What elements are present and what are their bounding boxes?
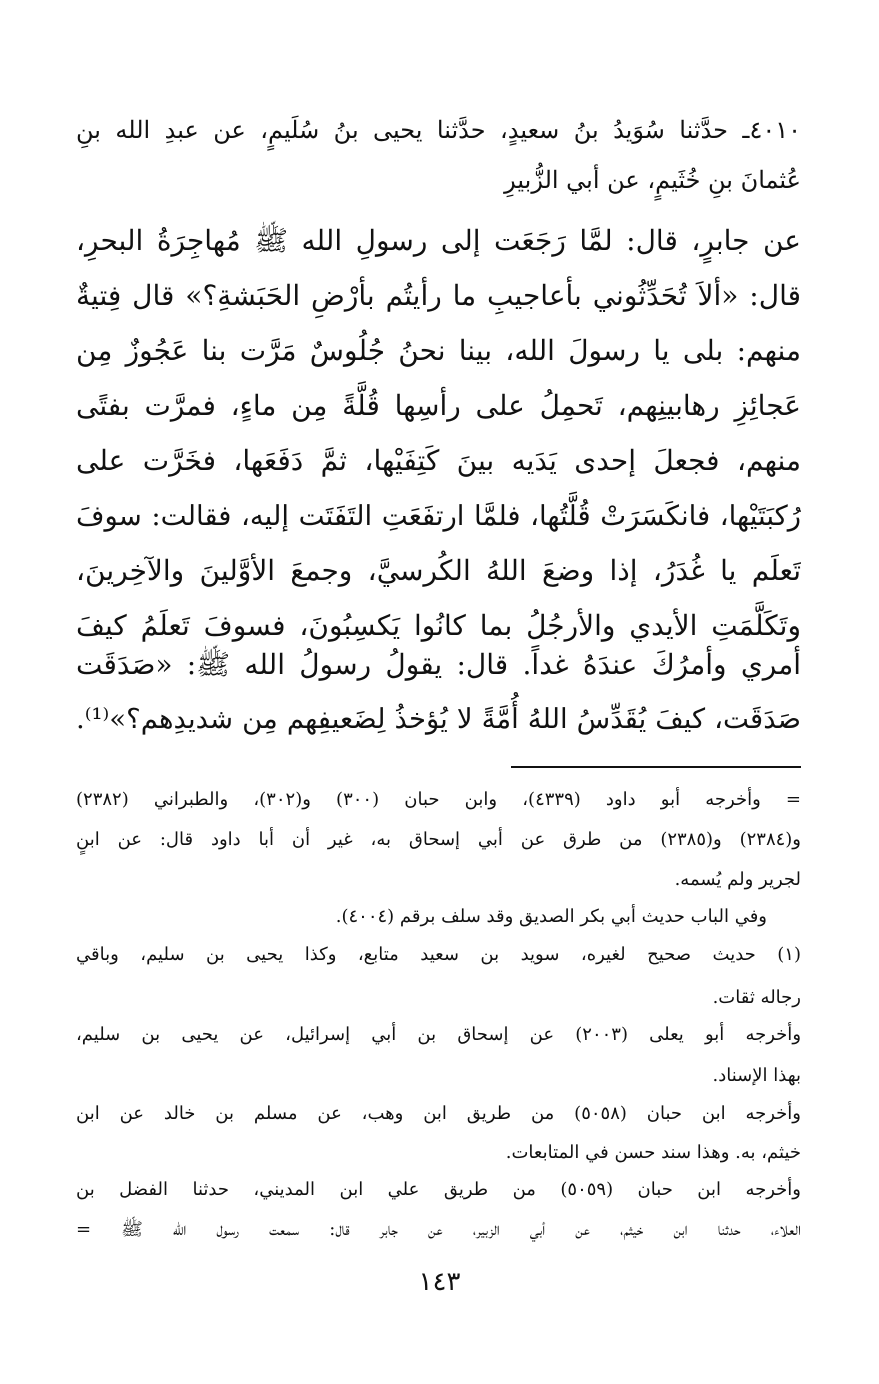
isnad-line: عُثمانَ بنِ خُثَيمٍ، عن أبي الزُّبيرِ <box>504 166 801 194</box>
footnote-line: وفي الباب حديث أبي بكر الصديق وقد سلف برقم (٤٠٠٤). <box>335 906 767 927</box>
matn-line: تَعلَم يا غُدَرُ، إذا وضعَ اللهُ الكُرسيَّ، وجمعَ الأوَّلينَ والآخِرينَ، <box>76 554 801 587</box>
footnote-line: خيثم، به. وهذا سند حسن في المتابعات. <box>505 1142 801 1163</box>
footnote-line: (١) حديث صحيح لغيره، سويد بن سعيد متابع، وكذا يحيى بن سليم، وباقي <box>76 944 801 965</box>
footnote-line: = وأخرجه أبو داود (٤٣٣٩)، وابن حبان (٣٠٠) و(٣٠٢)، والطبراني (٢٣٨٢) <box>76 789 801 810</box>
matn-line: قال: «ألاَ تُحَدِّثُوني بأعاجيبِ ما رأيتُم بأرْضِ الحَبَشةِ؟» قال فِتيةٌ <box>76 279 801 312</box>
matn-line: رُكبَتَيْها، فانكَسَرَتْ قُلَّتُها، فلمَّا ارتفَعَتِ التَفَتَت إليه، فقالت: سوفَ <box>76 500 801 532</box>
matn-line: عن جابرٍ، قال: لمَّا رَجَعَت إلى رسولِ الله ﷺ مُهاجِرَةُ البحرِ، <box>76 224 801 257</box>
matn-line: منهم، فجعلَ إحدى يَدَيه بينَ كَتِفَيْها، ثمَّ دَفَعَها، فخَرَّت على <box>76 444 801 477</box>
footnote-line: بهذا الإسناد. <box>712 1065 801 1086</box>
footnote-line: وأخرجه أبو يعلى (٢٠٠٣) عن إسحاق بن أبي إسرائيل، عن يحيى بن سليم، <box>76 1024 801 1045</box>
matn-line: أمري وأمرُكَ عندَهُ غداً. قال: يقولُ رسولُ الله ﷺ: «صَدَقَت <box>76 648 801 681</box>
footnote-divider <box>511 766 801 768</box>
matn-line: عَجائِزِ رهابينِهم، تَحمِلُ على رأسِها قُلَّةً مِن ماءٍ، فمرَّت بفتًى <box>76 389 801 422</box>
matn-line: منهم: بلى يا رسولَ الله، بينا نحنُ جُلُوسٌ مَرَّت بنا عَجُوزٌ مِن <box>76 334 801 367</box>
footnote-line: وأخرجه ابن حبان (٥٠٥٨) من طريق ابن وهب، عن مسلم بن خالد عن ابن <box>76 1103 801 1124</box>
page-number: ١٤٣ <box>418 1267 461 1297</box>
footnote-line: رجاله ثقات. <box>712 987 801 1008</box>
matn-line: وتَكَلَّمَتِ الأيدي والأرجُلُ بما كانُوا يَكسِبُونَ، فسوفَ تَعلَمُ كيفَ <box>76 609 801 642</box>
isnad-line: ٤٠١٠ـ حدَّثنا سُوَيدُ بنُ سعيدٍ، حدَّثنا يحيى بنُ سُلَيمٍ، عن عبدِ الله بنِ <box>76 116 801 144</box>
footnote-line: و(٢٣٨٤) و(٢٣٨٥) من طرق عن أبي إسحاق به، غير أن أبا داود قال: عن ابنٍ <box>76 829 801 850</box>
matn-line: صَدَقَت، كيفَ يُقَدِّسُ اللهُ أُمَّةً لا يُؤخذُ لِضَعيفِهم مِن شديدِهم؟»⁽¹⁾. <box>76 703 801 735</box>
footnote-line: العلاء، حدثنا ابن خيثم، عن أبي الزبير، عن جابر قال: سمعت رسول الله ﷺ = <box>76 1219 801 1240</box>
footnote-line: وأخرجه ابن حبان (٥٠٥٩) من طريق علي ابن المديني، حدثنا الفضل بن <box>76 1179 801 1200</box>
footnote-line: لجرير ولم يُسمه. <box>674 869 801 890</box>
